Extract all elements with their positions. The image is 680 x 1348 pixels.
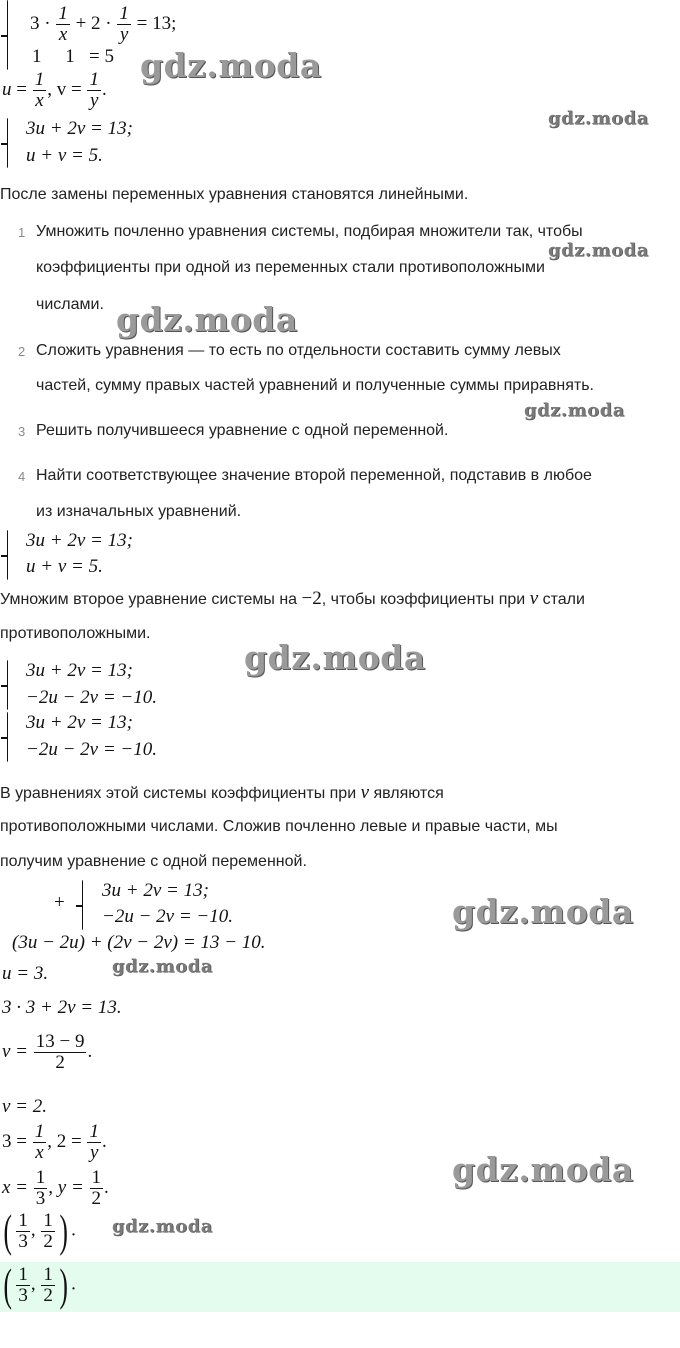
step-2-line-1: Сложить уравнения — то есть по отдельности составить сумму левых [36, 342, 561, 359]
step-3-line-1: Решить получившееся уравнение с одной переменной. [36, 422, 449, 439]
system-4-eq-2: −2u − 2v = −10. [26, 739, 157, 760]
step-2-line-2: частей, сумму правых частей уравнений и полученные суммы приравнять. [36, 377, 594, 394]
v-fraction-equation: v = $\frac{13 - 9}{2}$ . [2, 1031, 93, 1073]
system-5-eq-1: 3u + 2v = 13; [102, 880, 209, 901]
system-2-eq-1: 3u + 2v = 13; [26, 530, 133, 551]
system-3-eq-1: 3u + 2v = 13; [26, 660, 133, 681]
watermark: gdz.moda [112, 956, 213, 977]
reciprocal-equations: 3 = $\frac{1}{x}$ , 2 = $\frac{1}{y}$ . [2, 1121, 107, 1163]
solution-pair: ( $\frac{1}{3}$ , $\frac{1}{2}$ ) . [3, 1205, 76, 1256]
paragraph-coefficients-line-2: противоположными числами. Сложив почленно левые и правые части, мы [0, 818, 558, 835]
step-1-line-3: числами. [36, 296, 104, 313]
answer-box [0, 1259, 680, 1312]
u-result: u = 3. [2, 963, 49, 984]
watermark: gdz.moda [116, 300, 298, 339]
watermark: gdz.moda [548, 240, 649, 261]
system-4-eq-1: 3u + 2v = 13; [26, 712, 133, 733]
system-2-eq-2: u + v = 5. [26, 556, 103, 577]
system-0-row-1: 3 · $\frac{1}{x}$ + 2 · $\frac{1}{y}$ = 13; [30, 3, 177, 45]
system-0-row-2: 1 1 = 5 [32, 46, 114, 67]
step-4-line-2: из изначальных уравнений. [36, 503, 242, 520]
watermark: gdz.moda [524, 400, 625, 421]
system-1-eq-1: 3u + 2v = 13; [26, 118, 133, 139]
watermark: gdz.moda [112, 1216, 213, 1237]
list-number-4: 4 [18, 469, 26, 484]
paragraph-multiply-line-2: противоположными. [0, 625, 151, 642]
watermark: gdz.moda [452, 1150, 634, 1189]
list-number-3: 3 [18, 424, 26, 439]
plus-sign: + [54, 892, 65, 913]
list-number-2: 2 [18, 344, 26, 359]
step-1-line-2: коэффициенты при одной из переменных стали противоположными [36, 259, 545, 276]
system-brace-4 [7, 712, 8, 762]
v-result: v = 2. [2, 1096, 48, 1117]
system-brace-0 [7, 0, 8, 70]
system-brace-5 [82, 880, 83, 930]
system-5-eq-2: −2u − 2v = −10. [102, 906, 233, 927]
step-4-line-1: Найти соответствующее значение второй переменной, подставив в любое [36, 467, 592, 484]
watermark: gdz.moda [548, 108, 649, 129]
system-3-eq-2: −2u − 2v = −10. [26, 687, 157, 708]
substitution-equation: 3 · 3 + 2v = 13. [2, 997, 122, 1018]
paragraph-linear: После замены переменных уравнения становятся линейными. [0, 186, 469, 203]
answer-pair: ( $\frac{1}{3}$ , $\frac{1}{2}$ ) . [3, 1259, 76, 1310]
watermark: gdz.moda [452, 892, 634, 931]
system-brace-3 [7, 660, 8, 710]
step-1-line-1: Умножить почленно уравнения системы, подбирая множители так, чтобы [36, 223, 583, 240]
watermark: gdz.moda [244, 638, 426, 677]
sum-equation: (3u − 2u) + (2v − 2v) = 13 − 10. [12, 932, 266, 953]
list-number-1: 1 [18, 225, 26, 240]
substitution-line: u = $\frac{1}{x}$ , v = $\frac{1}{y}$ . [2, 69, 107, 111]
paragraph-coefficients-line-3: получим уравнение с одной переменной. [0, 853, 307, 870]
watermark: gdz.moda [140, 46, 322, 85]
system-1-eq-2: u + v = 5. [26, 145, 103, 166]
paragraph-multiply: Умножим второе уравнение системы на −2, чтобы коэффициенты при v стали [0, 588, 585, 609]
xy-result: x = $\frac{1}{3}$ , y = $\frac{1}{2}$ . [2, 1167, 109, 1209]
paragraph-coefficients: В уравнениях этой системы коэффициенты при v являются [0, 782, 444, 803]
system-brace-1 [7, 118, 8, 168]
system-brace-2 [7, 530, 8, 580]
